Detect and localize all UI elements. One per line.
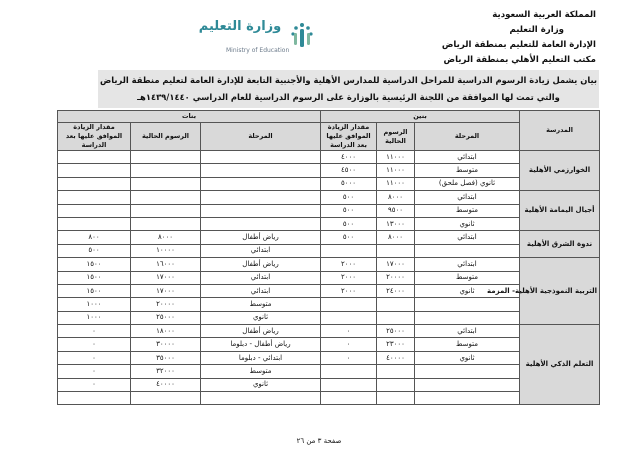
header-girls-current-fees: الرسوم الحالية — [131, 123, 201, 151]
boys-fee-cell — [377, 311, 415, 324]
boys-increase-cell — [321, 365, 377, 378]
girls-fee-cell — [131, 151, 201, 164]
header-boys-current-fees: الرسوم الحالية — [377, 123, 415, 151]
boys-stage-cell — [415, 311, 520, 324]
boys-stage-cell: ثانوي (فصل ملحق) — [415, 177, 520, 190]
boys-increase-cell: ٥٠٠ — [321, 231, 377, 244]
girls-increase-cell — [58, 151, 131, 164]
boys-fee-cell — [377, 298, 415, 311]
table-row — [58, 164, 600, 177]
boys-increase-cell: ٥٠٠٠ — [321, 177, 377, 190]
girls-fee-cell — [131, 217, 201, 230]
table-row — [58, 271, 600, 284]
boys-fee-cell: ١١٠٠٠ — [377, 164, 415, 177]
header-girls: بنات — [58, 111, 321, 123]
boys-increase-cell — [321, 392, 377, 405]
table-row — [58, 151, 600, 164]
girls-fee-cell: ٣٥٠٠٠ — [131, 351, 201, 364]
boys-stage-cell: ثانوي — [415, 217, 520, 230]
school-name-cell: ندوة الشرق الأهلية — [520, 231, 600, 258]
boys-increase-cell: ٥٠٠ — [321, 217, 377, 230]
girls-increase-cell — [58, 217, 131, 230]
girls-fee-cell: ٢٠٠٠٠ — [131, 298, 201, 311]
girls-stage-cell: رياض أطفال — [201, 325, 321, 338]
page-number: صفحة ٣ من ٢٦ — [296, 437, 342, 445]
girls-fee-cell: ٣٢٠٠٠ — [131, 365, 201, 378]
document-title — [98, 70, 599, 108]
boys-fee-cell — [377, 378, 415, 391]
boys-increase-cell: ٠ — [321, 338, 377, 351]
girls-fee-cell: ١٠٠٠٠ — [131, 244, 201, 257]
girls-increase-cell: ٥٠٠ — [58, 244, 131, 257]
boys-stage-cell — [415, 392, 520, 405]
boys-stage-cell: متوسط — [415, 338, 520, 351]
org-line-directorate: الإدارة العامة للتعليم بمنطقة الرياض — [441, 40, 596, 50]
boys-increase-cell: ٢٠٠٠ — [321, 258, 377, 271]
boys-stage-cell: ابتدائي — [415, 325, 520, 338]
girls-increase-cell — [58, 191, 131, 204]
girls-stage-cell: رياض أطفال - دبلوما — [201, 338, 321, 351]
logo-text-arabic: وزارة التعليم — [198, 19, 282, 34]
girls-fee-cell: ١٨٠٠٠ — [131, 325, 201, 338]
boys-fee-cell: ٢٣٠٠٠ — [377, 338, 415, 351]
boys-stage-cell — [415, 365, 520, 378]
boys-stage-cell — [415, 298, 520, 311]
girls-increase-cell: ٠ — [58, 365, 131, 378]
boys-fee-cell: ١٣٠٠٠ — [377, 217, 415, 230]
boys-increase-cell — [321, 244, 377, 257]
girls-increase-cell: ٠ — [58, 378, 131, 391]
girls-increase-cell — [58, 164, 131, 177]
table-row — [58, 392, 600, 405]
table-row — [58, 338, 600, 351]
boys-stage-cell — [415, 378, 520, 391]
boys-increase-cell: ٥٠٠ — [321, 204, 377, 217]
girls-increase-cell — [58, 204, 131, 217]
table-row — [58, 204, 600, 217]
table-body — [58, 151, 600, 405]
header-girls-stage: المرحلة — [201, 123, 321, 151]
table-row — [58, 244, 600, 257]
girls-increase-cell: ١٠٠٠ — [58, 311, 131, 324]
boys-increase-cell: ٥٠٠ — [321, 191, 377, 204]
table-row — [58, 191, 600, 204]
school-name-cell: التربية النموذجية الأهلية- المزمة — [520, 258, 600, 325]
girls-fee-cell: ٢٥٠٠٠ — [131, 311, 201, 324]
ministry-logo — [186, 17, 314, 65]
table-row — [58, 217, 600, 230]
girls-fee-cell — [131, 191, 201, 204]
table-row — [58, 298, 600, 311]
boys-stage-cell: ابتدائي — [415, 191, 520, 204]
table-row — [58, 365, 600, 378]
table-header-row-2 — [58, 123, 600, 151]
fees-table — [57, 110, 600, 405]
girls-fee-cell: ٤٠٠٠٠ — [131, 378, 201, 391]
boys-fee-cell — [377, 365, 415, 378]
girls-stage-cell: متوسط — [201, 365, 321, 378]
boys-fee-cell: ٩٥٠٠ — [377, 204, 415, 217]
girls-increase-cell — [58, 177, 131, 190]
girls-fee-cell — [131, 204, 201, 217]
girls-fee-cell — [131, 164, 201, 177]
header-girls-increase: مقدار الزيادة الموافق عليها بعد الدراسة — [58, 123, 131, 151]
girls-fee-cell: ١٧٠٠٠ — [131, 271, 201, 284]
girls-stage-cell: ابتدائي - دبلوما — [201, 351, 321, 364]
header-boys-stage: المرحلة — [415, 123, 520, 151]
girls-stage-cell: ثانوي — [201, 378, 321, 391]
boys-increase-cell: ٤٠٠٠ — [321, 151, 377, 164]
boys-stage-cell: ابتدائي — [415, 258, 520, 271]
title-line-2: والتي تمت لها الموافقة من اللجنة الرئيسية بالوزارة على الرسوم الدراسية للعام الدراسي ١٤٣٩/١٤٤٠هـ — [137, 92, 560, 102]
boys-increase-cell — [321, 298, 377, 311]
table-row — [58, 325, 600, 338]
girls-stage-cell: ابتدائي — [201, 271, 321, 284]
girls-fee-cell — [131, 392, 201, 405]
girls-stage-cell — [201, 177, 321, 190]
boys-fee-cell: ٨٠٠٠ — [377, 191, 415, 204]
boys-fee-cell — [377, 392, 415, 405]
school-name-cell: الخوارزمي الأهلية — [520, 151, 600, 191]
boys-stage-cell — [415, 244, 520, 257]
boys-increase-cell: ٠ — [321, 351, 377, 364]
girls-increase-cell: ١٠٠٠ — [58, 298, 131, 311]
girls-increase-cell: ٠ — [58, 338, 131, 351]
girls-increase-cell: ٠ — [58, 325, 131, 338]
girls-stage-cell — [201, 392, 321, 405]
boys-stage-cell: متوسط — [415, 164, 520, 177]
boys-increase-cell: ٠ — [321, 325, 377, 338]
girls-increase-cell: ١٥٠٠ — [58, 271, 131, 284]
title-line-1: بيان يشمل زيادة الرسوم الدراسية للمراحل الدراسية للمدارس الأهلية والأجنبية التابعة للإدارة العامة لتعليم منطقة الرياض — [99, 75, 598, 85]
girls-stage-cell: ثانوي — [201, 311, 321, 324]
girls-fee-cell: ٣٠٠٠٠ — [131, 338, 201, 351]
boys-fee-cell: ٨٠٠٠ — [377, 231, 415, 244]
table-row — [58, 311, 600, 324]
girls-stage-cell — [201, 204, 321, 217]
school-name-cell: التعلم الذكي الأهلية — [520, 325, 600, 405]
table-row — [58, 258, 600, 271]
girls-stage-cell — [201, 217, 321, 230]
boys-fee-cell: ٢٥٠٠٠ — [377, 325, 415, 338]
table-row — [58, 378, 600, 391]
boys-increase-cell: ٢٠٠٠ — [321, 271, 377, 284]
girls-fee-cell: ١٦٠٠٠ — [131, 258, 201, 271]
boys-fee-cell: ١٧٠٠٠ — [377, 258, 415, 271]
ministry-logo-mark-icon — [289, 17, 315, 51]
girls-increase-cell: ٠ — [58, 351, 131, 364]
org-line-ministry: وزارة التعليم — [509, 25, 564, 35]
boys-fee-cell: ٢٤٠٠٠ — [377, 284, 415, 297]
table-header-row-1 — [58, 111, 600, 123]
boys-stage-cell: ابتدائي — [415, 151, 520, 164]
girls-stage-cell — [201, 191, 321, 204]
org-line-kingdom: المملكة العربية السعودية — [492, 10, 596, 20]
girls-stage-cell: رياض أطفال — [201, 258, 321, 271]
table-row — [58, 351, 600, 364]
header-school: المدرسة — [520, 111, 600, 151]
girls-stage-cell: متوسط — [201, 298, 321, 311]
girls-fee-cell: ١٧٠٠٠ — [131, 284, 201, 297]
girls-fee-cell: ٨٠٠٠ — [131, 231, 201, 244]
table-row — [58, 231, 600, 244]
girls-stage-cell: ابتدائي — [201, 284, 321, 297]
header-boys-increase: مقدار الزيادة الموافق عليها بعد الدراسة — [321, 123, 377, 151]
girls-stage-cell: ابتدائي — [201, 244, 321, 257]
girls-stage-cell — [201, 164, 321, 177]
girls-increase-cell: ١٥٠٠ — [58, 284, 131, 297]
girls-increase-cell: ٨٠٠ — [58, 231, 131, 244]
logo-text-english: Ministry of Education — [226, 47, 290, 54]
boys-stage-cell: متوسط — [415, 204, 520, 217]
org-line-office: مكتب التعليم الأهلي بمنطقة الرياض — [443, 55, 596, 65]
boys-increase-cell: ٢٠٠٠ — [321, 284, 377, 297]
boys-fee-cell — [377, 244, 415, 257]
table-row — [58, 177, 600, 190]
boys-fee-cell: ١١٠٠٠ — [377, 177, 415, 190]
boys-fee-cell: ٤٠٠٠٠ — [377, 351, 415, 364]
girls-stage-cell: رياض أطفال — [201, 231, 321, 244]
boys-stage-cell: ثانوي — [415, 351, 520, 364]
boys-stage-cell: متوسط — [415, 271, 520, 284]
boys-fee-cell: ٢٠٠٠٠ — [377, 271, 415, 284]
boys-increase-cell: ٤٥٠٠ — [321, 164, 377, 177]
girls-increase-cell: ١٥٠٠ — [58, 258, 131, 271]
boys-stage-cell: ثانوي — [415, 284, 520, 297]
girls-increase-cell — [58, 392, 131, 405]
boys-increase-cell — [321, 378, 377, 391]
header-boys: بنين — [321, 111, 520, 123]
boys-increase-cell — [321, 311, 377, 324]
boys-fee-cell: ١١٠٠٠ — [377, 151, 415, 164]
girls-stage-cell — [201, 151, 321, 164]
school-name-cell: أجيال اليمامة الأهلية — [520, 191, 600, 231]
girls-fee-cell — [131, 177, 201, 190]
boys-stage-cell: ابتدائي — [415, 231, 520, 244]
organization-header — [442, 8, 596, 68]
